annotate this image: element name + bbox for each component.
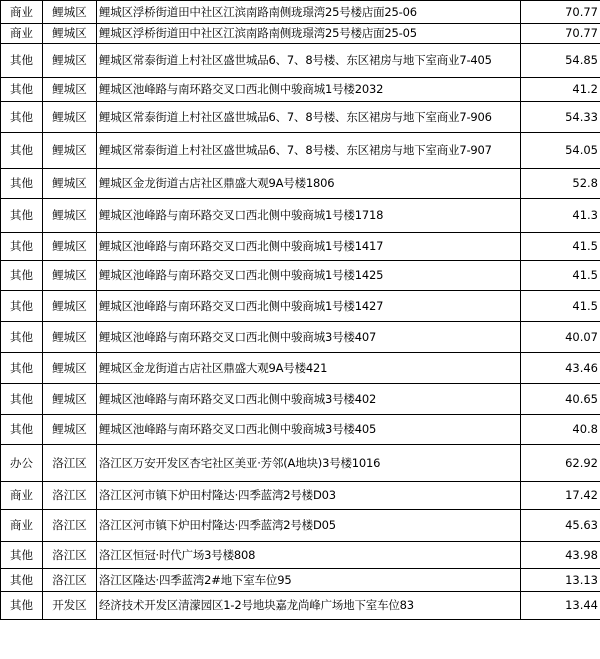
- address-cell: 鲤城区金龙街道古店社区鼎盛大观9A号楼421: [97, 353, 521, 384]
- property-type-cell: 商业: [1, 510, 43, 542]
- table-row: [1, 169, 600, 199]
- address-cell: 洛江区河市镇下炉田村隆达·四季蓝湾2号楼D05: [97, 510, 521, 542]
- district-cell: 洛江区: [43, 569, 97, 592]
- area-cell: 45.63: [521, 510, 600, 542]
- district-cell: 洛江区: [43, 510, 97, 542]
- property-type-cell: 其他: [1, 169, 43, 199]
- district-cell: 鲤城区: [43, 261, 97, 291]
- table-row: [1, 24, 600, 44]
- area-cell: 41.5: [521, 291, 600, 322]
- district-cell: 鲤城区: [43, 415, 97, 445]
- table-row: [1, 569, 600, 592]
- district-cell: 鲤城区: [43, 169, 97, 199]
- area-cell: 54.85: [521, 44, 600, 78]
- property-type-cell: 其他: [1, 592, 43, 620]
- address-cell: 鲤城区池峰路与南环路交叉口西北侧中骏商城1号楼1425: [97, 261, 521, 291]
- table-row: [1, 78, 600, 102]
- address-cell: 鲤城区浮桥街道田中社区江滨南路南侧珑璟湾25号楼店面25-05: [97, 24, 521, 44]
- table-row: [1, 415, 600, 445]
- property-type-cell: 其他: [1, 133, 43, 169]
- address-cell: 鲤城区常泰街道上村社区盛世城品6、7、8号楼、东区裙房与地下室商业7-405: [97, 44, 521, 78]
- property-type-cell: 其他: [1, 78, 43, 102]
- area-cell: 41.5: [521, 233, 600, 261]
- district-cell: 鲤城区: [43, 233, 97, 261]
- district-cell: 开发区: [43, 592, 97, 620]
- district-cell: 鲤城区: [43, 353, 97, 384]
- area-cell: 54.33: [521, 102, 600, 133]
- property-type-cell: 其他: [1, 415, 43, 445]
- property-type-cell: 其他: [1, 353, 43, 384]
- area-cell: 17.42: [521, 482, 600, 510]
- address-cell: 洛江区万安开发区杏宅社区美亚·芳邻(A地块)3号楼1016: [97, 445, 521, 482]
- address-cell: 鲤城区池峰路与南环路交叉口西北侧中骏商城1号楼1718: [97, 199, 521, 233]
- area-cell: 40.8: [521, 415, 600, 445]
- table-row: [1, 261, 600, 291]
- address-cell: 洛江区河市镇下炉田村隆达·四季蓝湾2号楼D03: [97, 482, 521, 510]
- property-type-cell: 其他: [1, 291, 43, 322]
- address-cell: 鲤城区浮桥街道田中社区江滨南路南侧珑璟湾25号楼店面25-06: [97, 1, 521, 24]
- address-cell: 鲤城区常泰街道上村社区盛世城品6、7、8号楼、东区裙房与地下室商业7-906: [97, 102, 521, 133]
- address-cell: 洛江区隆达·四季蓝湾2#地下室车位95: [97, 569, 521, 592]
- property-type-cell: 商业: [1, 24, 43, 44]
- table-row: [1, 199, 600, 233]
- area-cell: 41.3: [521, 199, 600, 233]
- table-row: [1, 542, 600, 569]
- table-row: [1, 482, 600, 510]
- district-cell: 洛江区: [43, 542, 97, 569]
- property-type-cell: 其他: [1, 233, 43, 261]
- property-type-cell: 其他: [1, 199, 43, 233]
- table-row: [1, 233, 600, 261]
- table-row: [1, 291, 600, 322]
- table-row: [1, 445, 600, 482]
- district-cell: 鲤城区: [43, 322, 97, 353]
- address-cell: 鲤城区池峰路与南环路交叉口西北侧中骏商城1号楼2032: [97, 78, 521, 102]
- district-cell: 鲤城区: [43, 133, 97, 169]
- area-cell: 52.8: [521, 169, 600, 199]
- address-cell: 鲤城区池峰路与南环路交叉口西北侧中骏商城1号楼1427: [97, 291, 521, 322]
- table-row: [1, 44, 600, 78]
- property-type-cell: 其他: [1, 261, 43, 291]
- property-type-cell: 其他: [1, 569, 43, 592]
- property-type-cell: 办公: [1, 445, 43, 482]
- table-row: [1, 353, 600, 384]
- district-cell: 鲤城区: [43, 1, 97, 24]
- property-type-cell: 其他: [1, 384, 43, 415]
- area-cell: 62.92: [521, 445, 600, 482]
- property-type-cell: 其他: [1, 44, 43, 78]
- district-cell: 洛江区: [43, 482, 97, 510]
- area-cell: 41.2: [521, 78, 600, 102]
- property-type-cell: 商业: [1, 1, 43, 24]
- address-cell: 洛江区恒冠·时代广场3号楼808: [97, 542, 521, 569]
- address-cell: 鲤城区池峰路与南环路交叉口西北侧中骏商城1号楼1417: [97, 233, 521, 261]
- address-cell: 经济技术开发区清濛园区1-2号地块嘉龙尚峰广场地下室车位83: [97, 592, 521, 620]
- district-cell: 鲤城区: [43, 44, 97, 78]
- table-row: [1, 1, 600, 24]
- table-row: [1, 592, 600, 620]
- area-cell: 70.77: [521, 1, 600, 24]
- property-type-cell: 其他: [1, 322, 43, 353]
- table-row: [1, 102, 600, 133]
- area-cell: 40.07: [521, 322, 600, 353]
- district-cell: 鲤城区: [43, 78, 97, 102]
- district-cell: 鲤城区: [43, 199, 97, 233]
- address-cell: 鲤城区池峰路与南环路交叉口西北侧中骏商城3号楼405: [97, 415, 521, 445]
- address-cell: 鲤城区池峰路与南环路交叉口西北侧中骏商城3号楼402: [97, 384, 521, 415]
- address-cell: 鲤城区常泰街道上村社区盛世城品6、7、8号楼、东区裙房与地下室商业7-907: [97, 133, 521, 169]
- area-cell: 41.5: [521, 261, 600, 291]
- property-type-cell: 其他: [1, 542, 43, 569]
- area-cell: 13.13: [521, 569, 600, 592]
- area-cell: 70.77: [521, 24, 600, 44]
- district-cell: 洛江区: [43, 445, 97, 482]
- district-cell: 鲤城区: [43, 102, 97, 133]
- table-row: [1, 384, 600, 415]
- area-cell: 13.44: [521, 592, 600, 620]
- property-type-cell: 商业: [1, 482, 43, 510]
- property-table-body: [1, 1, 600, 620]
- district-cell: 鲤城区: [43, 384, 97, 415]
- table-row: [1, 510, 600, 542]
- address-cell: 鲤城区金龙街道古店社区鼎盛大观9A号楼1806: [97, 169, 521, 199]
- address-cell: 鲤城区池峰路与南环路交叉口西北侧中骏商城3号楼407: [97, 322, 521, 353]
- district-cell: 鲤城区: [43, 24, 97, 44]
- district-cell: 鲤城区: [43, 291, 97, 322]
- area-cell: 40.65: [521, 384, 600, 415]
- table-row: [1, 322, 600, 353]
- property-type-cell: 其他: [1, 102, 43, 133]
- area-cell: 43.98: [521, 542, 600, 569]
- area-cell: 43.46: [521, 353, 600, 384]
- table-row: [1, 133, 600, 169]
- area-cell: 54.05: [521, 133, 600, 169]
